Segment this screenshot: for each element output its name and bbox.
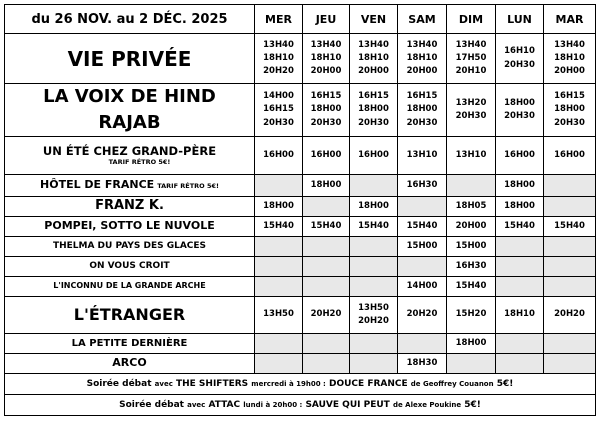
showtime-cell-jeu bbox=[303, 34, 350, 84]
showtime: 18H30 bbox=[406, 357, 438, 368]
showtime: 18H10 bbox=[310, 52, 342, 63]
film-row bbox=[5, 354, 596, 374]
showtime: 16H00 bbox=[504, 149, 535, 160]
showtime-cell-mer bbox=[255, 197, 303, 217]
film-row bbox=[5, 34, 596, 84]
film-title-cell bbox=[5, 217, 255, 237]
showtime: 20H30 bbox=[504, 59, 535, 70]
showtime: 20H20 bbox=[358, 316, 389, 326]
showtime: 14H00 bbox=[406, 280, 438, 291]
showtime: 18H10 bbox=[504, 309, 535, 320]
showtime-cell-lun bbox=[496, 354, 544, 374]
showtime-cell-mar bbox=[544, 197, 596, 217]
film-title: ON VOUS CROIT bbox=[89, 260, 170, 271]
footer-row-1 bbox=[5, 374, 596, 395]
showtime: 18H00 bbox=[504, 179, 535, 190]
showtime-cell-dim bbox=[447, 137, 496, 175]
showtime: 20H30 bbox=[310, 117, 342, 128]
film-title-cell bbox=[5, 257, 255, 277]
showtime-cell-jeu bbox=[303, 217, 350, 237]
debate-film: DOUCE FRANCE bbox=[329, 379, 408, 389]
film-title: THELMA DU PAYS DES GLACES bbox=[52, 240, 207, 251]
film-title: HÔTEL DE FRANCE bbox=[40, 178, 155, 192]
showtime-cell-mar bbox=[544, 257, 596, 277]
showtime-cell-ven bbox=[350, 297, 398, 334]
film-row bbox=[5, 334, 596, 354]
showtime: 20H00 bbox=[358, 66, 389, 77]
showtime: 18H00 bbox=[504, 97, 535, 108]
showtime: 20H20 bbox=[554, 309, 585, 320]
showtime-cell-sam bbox=[398, 334, 447, 354]
showtime: 16H15 bbox=[310, 91, 342, 102]
film-title-cell bbox=[5, 297, 255, 334]
showtime-cell-lun bbox=[496, 257, 544, 277]
showtime-cell-jeu bbox=[303, 257, 350, 277]
film-title-cell bbox=[5, 197, 255, 217]
showtime: 18H05 bbox=[455, 200, 487, 211]
showtime: 20H30 bbox=[504, 111, 535, 121]
showtime: 13H40 bbox=[406, 39, 438, 50]
showtime-cell-mer bbox=[255, 137, 303, 175]
showtime-cell-jeu bbox=[303, 84, 350, 137]
showtime-cell-mar bbox=[544, 334, 596, 354]
showtime-cell-lun bbox=[496, 175, 544, 197]
showtime: 18H00 bbox=[358, 104, 389, 115]
showtime-cell-dim bbox=[447, 84, 496, 137]
film-row bbox=[5, 257, 596, 277]
header-row bbox=[5, 5, 596, 34]
showtime-cell-mar bbox=[544, 34, 596, 84]
showtime-cell-lun bbox=[496, 217, 544, 237]
showtime-cell-sam bbox=[398, 137, 447, 175]
debate-with: avec bbox=[187, 401, 206, 409]
showtime-cell-mar bbox=[544, 354, 596, 374]
showtime-cell-dim bbox=[447, 257, 496, 277]
film-title: LA VOIX DE HIND bbox=[43, 86, 216, 108]
debate-when: lundi à 20h00 : bbox=[243, 401, 303, 409]
showtime-cell-sam bbox=[398, 257, 447, 277]
showtime-cell-jeu bbox=[303, 297, 350, 334]
film-row bbox=[5, 84, 596, 137]
film-row bbox=[5, 277, 596, 297]
film-title-cell bbox=[5, 277, 255, 297]
showtime: 13H40 bbox=[263, 39, 294, 50]
showtime: 16H00 bbox=[358, 149, 389, 160]
showtime-cell-lun bbox=[496, 197, 544, 217]
showtime: 15H40 bbox=[554, 220, 585, 231]
showtime-cell-mar bbox=[544, 277, 596, 297]
showtime: 16H15 bbox=[406, 91, 438, 102]
showtime: 18H00 bbox=[406, 104, 438, 115]
day-header-mer: MER bbox=[255, 5, 303, 34]
showtime-cell-ven bbox=[350, 137, 398, 175]
showtime: 18H00 bbox=[263, 200, 294, 211]
film-title: L'ÉTRANGER bbox=[73, 305, 186, 325]
debate-price: 5€! bbox=[496, 379, 514, 389]
film-row bbox=[5, 197, 596, 217]
showtime: 15H20 bbox=[455, 309, 487, 320]
showtime-cell-jeu bbox=[303, 137, 350, 175]
showtime-cell-mer bbox=[255, 175, 303, 197]
film-title: LA PETITE DERNIÈRE bbox=[71, 338, 188, 349]
showtime-cell-mer bbox=[255, 334, 303, 354]
showtime-cell-ven bbox=[350, 257, 398, 277]
showtime-cell-mer bbox=[255, 257, 303, 277]
day-header-ven: VEN bbox=[350, 5, 398, 34]
film-title-cell bbox=[5, 354, 255, 374]
film-title: VIE PRIVÉE bbox=[67, 46, 192, 71]
showtime: 20H20 bbox=[263, 66, 294, 77]
film-title: POMPEI, SOTTO LE NUVOLE bbox=[44, 219, 215, 233]
day-header-jeu: JEU bbox=[303, 5, 350, 34]
showtime: 16H15 bbox=[554, 91, 585, 102]
schedule-table bbox=[4, 4, 596, 416]
showtime-cell-mer bbox=[255, 217, 303, 237]
film-row bbox=[5, 175, 596, 197]
debate-note-2 bbox=[5, 395, 596, 416]
showtime-cell-mer bbox=[255, 34, 303, 84]
showtime-cell-sam bbox=[398, 84, 447, 137]
debate-when: mercredi à 19h00 : bbox=[251, 380, 326, 388]
showtime-cell-ven bbox=[350, 237, 398, 257]
showtime: 13H10 bbox=[406, 149, 438, 160]
showtime-cell-ven bbox=[350, 334, 398, 354]
showtime: 16H10 bbox=[504, 46, 535, 57]
showtime-cell-dim bbox=[447, 197, 496, 217]
showtime-cell-lun bbox=[496, 277, 544, 297]
showtime: 15H40 bbox=[455, 280, 487, 291]
showtime: 13H50 bbox=[263, 309, 294, 320]
showtime-cell-dim bbox=[447, 297, 496, 334]
showtime: 13H40 bbox=[358, 39, 389, 50]
showtime-cell-dim bbox=[447, 217, 496, 237]
film-title-cell bbox=[5, 175, 255, 197]
showtime: 13H40 bbox=[310, 39, 342, 50]
showtime: 18H00 bbox=[455, 337, 487, 348]
showtime-cell-dim bbox=[447, 175, 496, 197]
showtime-cell-sam bbox=[398, 297, 447, 334]
showtime-cell-dim bbox=[447, 334, 496, 354]
showtime: 20H10 bbox=[455, 66, 487, 77]
debate-guest: ATTAC bbox=[208, 400, 241, 410]
showtime-cell-dim bbox=[447, 354, 496, 374]
showtime: 15H40 bbox=[504, 220, 535, 231]
showtime: 13H20 bbox=[455, 97, 487, 108]
showtime-cell-mar bbox=[544, 137, 596, 175]
showtime-cell-sam bbox=[398, 354, 447, 374]
showtime: 16H30 bbox=[406, 179, 438, 190]
showtime-cell-mer bbox=[255, 277, 303, 297]
showtime-cell-jeu bbox=[303, 354, 350, 374]
day-header-lun: LUN bbox=[496, 5, 544, 34]
showtime: 18H00 bbox=[554, 104, 585, 115]
film-title-cell bbox=[5, 237, 255, 257]
showtime: 13H40 bbox=[455, 39, 487, 50]
showtime-cell-sam bbox=[398, 217, 447, 237]
showtime: 13H10 bbox=[455, 149, 487, 160]
showtime: 20H30 bbox=[406, 117, 438, 128]
showtime: 20H30 bbox=[358, 117, 389, 128]
showtime-cell-sam bbox=[398, 277, 447, 297]
debate-film: SAUVE QUI PEUT bbox=[305, 400, 390, 410]
showtime: 15H00 bbox=[406, 240, 438, 251]
showtime-cell-jeu bbox=[303, 175, 350, 197]
showtime: 15H40 bbox=[406, 220, 438, 231]
film-title-cell bbox=[5, 84, 255, 137]
showtime: 18H10 bbox=[554, 52, 585, 63]
showtime: 13H40 bbox=[554, 39, 585, 50]
showtime: 13H50 bbox=[358, 302, 389, 313]
showtime-cell-ven bbox=[350, 197, 398, 217]
showtime: 16H15 bbox=[263, 104, 294, 115]
film-title: ARCO bbox=[112, 356, 147, 370]
day-header-dim: DIM bbox=[447, 5, 496, 34]
footer-row-2 bbox=[5, 395, 596, 416]
film-title-line2: RAJAB bbox=[98, 112, 161, 133]
showtime-cell-ven bbox=[350, 354, 398, 374]
showtime-cell-dim bbox=[447, 277, 496, 297]
showtime: 18H00 bbox=[310, 179, 342, 190]
showtime: 20H00 bbox=[554, 66, 585, 77]
debate-label: Soirée débat bbox=[119, 400, 184, 410]
debate-price: 5€! bbox=[464, 400, 481, 410]
showtime-cell-mer bbox=[255, 84, 303, 137]
film-row bbox=[5, 217, 596, 237]
showtime-cell-mar bbox=[544, 217, 596, 237]
debate-guest: THE SHIFTERS bbox=[175, 379, 249, 389]
debate-director: de Alexe Poukine bbox=[392, 401, 462, 409]
day-header-mar: MAR bbox=[544, 5, 596, 34]
debate-with: avec bbox=[154, 380, 173, 388]
showtime-cell-dim bbox=[447, 34, 496, 84]
showtime: 18H10 bbox=[263, 52, 294, 63]
showtime: 14H00 bbox=[263, 91, 294, 102]
showtime-cell-ven bbox=[350, 277, 398, 297]
showtime: 16H30 bbox=[455, 260, 487, 271]
showtime-cell-mar bbox=[544, 297, 596, 334]
showtime: 16H00 bbox=[554, 149, 585, 160]
showtime-cell-jeu bbox=[303, 277, 350, 297]
showtime-cell-sam bbox=[398, 34, 447, 84]
showtime-cell-mer bbox=[255, 237, 303, 257]
showtime-cell-mar bbox=[544, 175, 596, 197]
film-title: L'INCONNU DE LA GRANDE ARCHE bbox=[53, 281, 206, 291]
showtime: 20H00 bbox=[455, 220, 487, 231]
film-row bbox=[5, 237, 596, 257]
showtime: 16H00 bbox=[310, 149, 342, 160]
film-title-cell bbox=[5, 34, 255, 84]
film-row bbox=[5, 297, 596, 334]
showtime: 20H20 bbox=[406, 309, 438, 320]
showtime: 15H40 bbox=[358, 220, 389, 231]
film-title-cell bbox=[5, 137, 255, 175]
showtime-cell-jeu bbox=[303, 334, 350, 354]
debate-director: de Geoffrey Couanon bbox=[410, 380, 494, 388]
day-header-sam: SAM bbox=[398, 5, 447, 34]
film-title: FRANZ K. bbox=[95, 198, 164, 214]
showtime-cell-jeu bbox=[303, 237, 350, 257]
showtime-cell-mar bbox=[544, 84, 596, 137]
showtime-cell-mer bbox=[255, 354, 303, 374]
showtime: 20H00 bbox=[406, 66, 438, 77]
price-tag: TARIF RÉTRO 5€! bbox=[108, 158, 171, 167]
film-title-cell bbox=[5, 334, 255, 354]
showtime: 20H30 bbox=[554, 117, 585, 128]
period-title: du 26 NOV. au 2 DÉC. 2025 bbox=[5, 5, 255, 34]
debate-label: Soirée débat bbox=[86, 379, 152, 389]
showtime-cell-ven bbox=[350, 34, 398, 84]
showtime-cell-sam bbox=[398, 175, 447, 197]
showtime-cell-mar bbox=[544, 237, 596, 257]
showtime: 18H00 bbox=[358, 200, 389, 211]
showtime: 16H15 bbox=[358, 91, 389, 102]
showtime-cell-lun bbox=[496, 297, 544, 334]
showtime-cell-lun bbox=[496, 84, 544, 137]
showtime: 18H00 bbox=[310, 104, 342, 115]
showtime-cell-sam bbox=[398, 237, 447, 257]
showtime-cell-ven bbox=[350, 175, 398, 197]
showtime-cell-sam bbox=[398, 197, 447, 217]
debate-note-1 bbox=[5, 374, 596, 395]
showtime: 18H10 bbox=[406, 52, 438, 63]
film-row bbox=[5, 137, 596, 175]
showtime-cell-mer bbox=[255, 297, 303, 334]
showtime-cell-lun bbox=[496, 34, 544, 84]
showtime-cell-ven bbox=[350, 217, 398, 237]
showtime-cell-ven bbox=[350, 84, 398, 137]
showtime: 17H50 bbox=[455, 52, 487, 63]
showtime: 20H20 bbox=[310, 309, 342, 320]
showtime-cell-lun bbox=[496, 237, 544, 257]
showtime-cell-jeu bbox=[303, 197, 350, 217]
film-title: UN ÉTÉ CHEZ GRAND-PÈRE bbox=[42, 143, 217, 158]
showtime: 20H30 bbox=[263, 117, 294, 128]
price-tag: TARIF RÉTRO 5€! bbox=[157, 182, 219, 191]
showtime: 18H10 bbox=[358, 52, 389, 63]
showtime: 20H30 bbox=[455, 111, 487, 121]
showtime: 15H00 bbox=[455, 240, 487, 251]
showtime: 15H40 bbox=[263, 220, 294, 231]
showtime-cell-dim bbox=[447, 237, 496, 257]
showtime-cell-lun bbox=[496, 137, 544, 175]
showtime: 20H00 bbox=[310, 66, 342, 77]
showtime-cell-lun bbox=[496, 334, 544, 354]
showtime: 16H00 bbox=[263, 149, 294, 160]
showtime: 15H40 bbox=[310, 220, 342, 231]
showtime: 18H00 bbox=[504, 200, 535, 211]
